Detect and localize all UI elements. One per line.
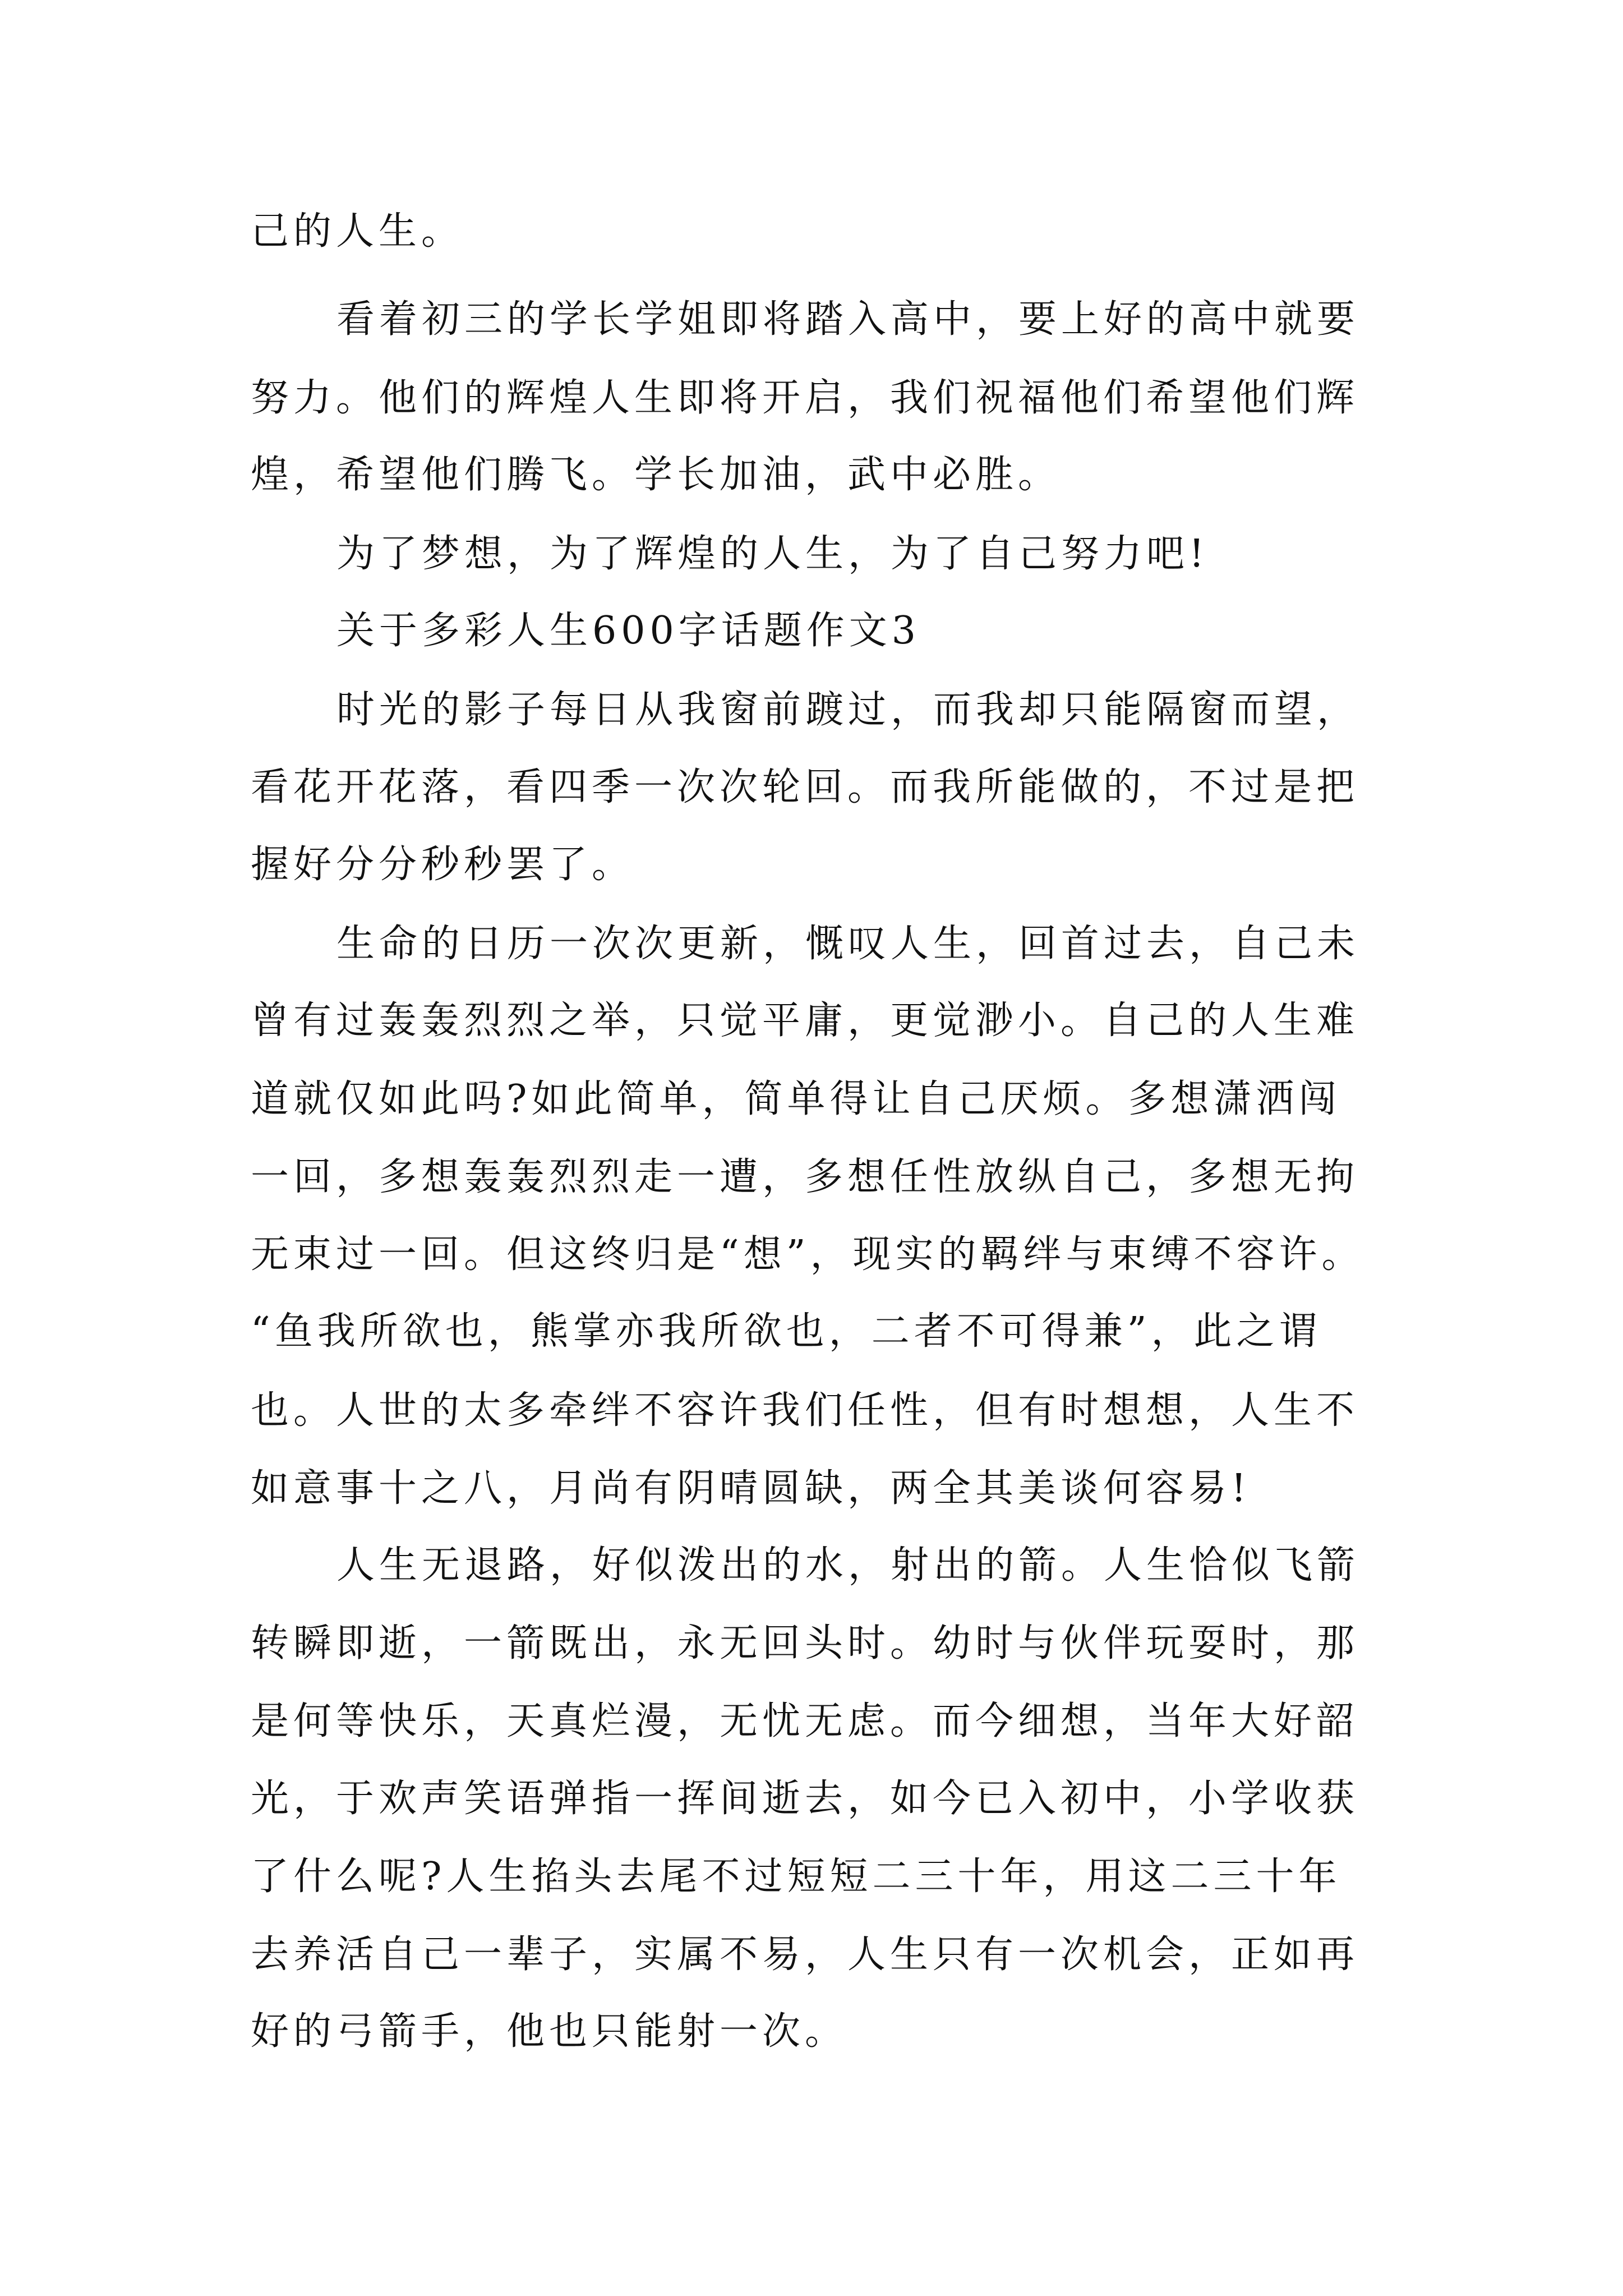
text-line-24: 好的弓箭手，他也只能射一次。 (251, 2009, 848, 2054)
text-line-17: 如意事十之八，月尚有阴晴圆缺，两全其美谈何容易! (251, 1466, 1251, 1511)
text-line-3: 努力。他们的辉煌人生即将开启，我们祝福他们希望他们辉 (251, 376, 1359, 420)
text-line-15: “鱼我所欲也，熊掌亦我所欲也，二者不可得兼”，此之谓 (251, 1309, 1322, 1354)
text-line-2: 看着初三的学长学姐即将踏入高中，要上好的高中就要 (336, 297, 1360, 342)
text-line-21: 光，于欢声笑语弹指一挥间逝去，如今已入初中，小学收获 (251, 1777, 1359, 1821)
text-line-14: 无束过一回。但这终归是“想”，现实的羁绊与束缚不容许。 (251, 1232, 1364, 1277)
text-line-18: 人生无退路，好似泼出的水，射出的箭。人生恰似飞箭 (336, 1543, 1360, 1588)
text-line-7: 时光的影子每日从我窗前踱过，而我却只能隔窗而望， (336, 688, 1360, 732)
text-line-5: 为了梦想，为了辉煌的人生，为了自己努力吧! (336, 532, 1209, 576)
text-line-19: 转瞬即逝，一箭既出，永无回头时。幼时与伙伴玩耍时，那 (251, 1621, 1359, 1665)
text-line-20: 是何等快乐，天真烂漫，无忧无虑。而今细想，当年大好韶 (251, 1699, 1359, 1743)
text-line-10: 生命的日历一次次更新，慨叹人生，回首过去，自己未 (336, 922, 1360, 966)
text-line-8: 看花开花落，看四季一次次轮回。而我所能做的，不过是把 (251, 765, 1359, 809)
text-line-23: 去养活自己一辈子，实属不易，人生只有一次机会，正如再 (251, 1932, 1359, 1977)
text-line-4: 煌，希望他们腾飞。学长加油，武中必胜。 (251, 453, 1061, 497)
text-line-12: 道就仅如此吗?如此简单，简单得让自己厌烦。多想潇洒闯 (251, 1077, 1341, 1121)
text-line-9: 握好分分秒秒罢了。 (251, 843, 635, 887)
text-line-1: 己的人生。 (251, 209, 464, 254)
text-line-22: 了什么呢?人生掐头去尾不过短短二三十年，用这二三十年 (251, 1855, 1341, 1899)
text-line-11: 曾有过轰轰烈烈之举，只觉平庸，更觉渺小。自己的人生难 (251, 999, 1359, 1043)
text-line-13: 一回，多想轰轰烈烈走一遭，多想任性放纵自己，多想无拘 (251, 1155, 1359, 1199)
text-line-16: 也。人世的太多牵绊不容许我们任性，但有时想想，人生不 (251, 1388, 1359, 1433)
section-heading: 关于多彩人生600字话题作文3 (336, 609, 921, 653)
